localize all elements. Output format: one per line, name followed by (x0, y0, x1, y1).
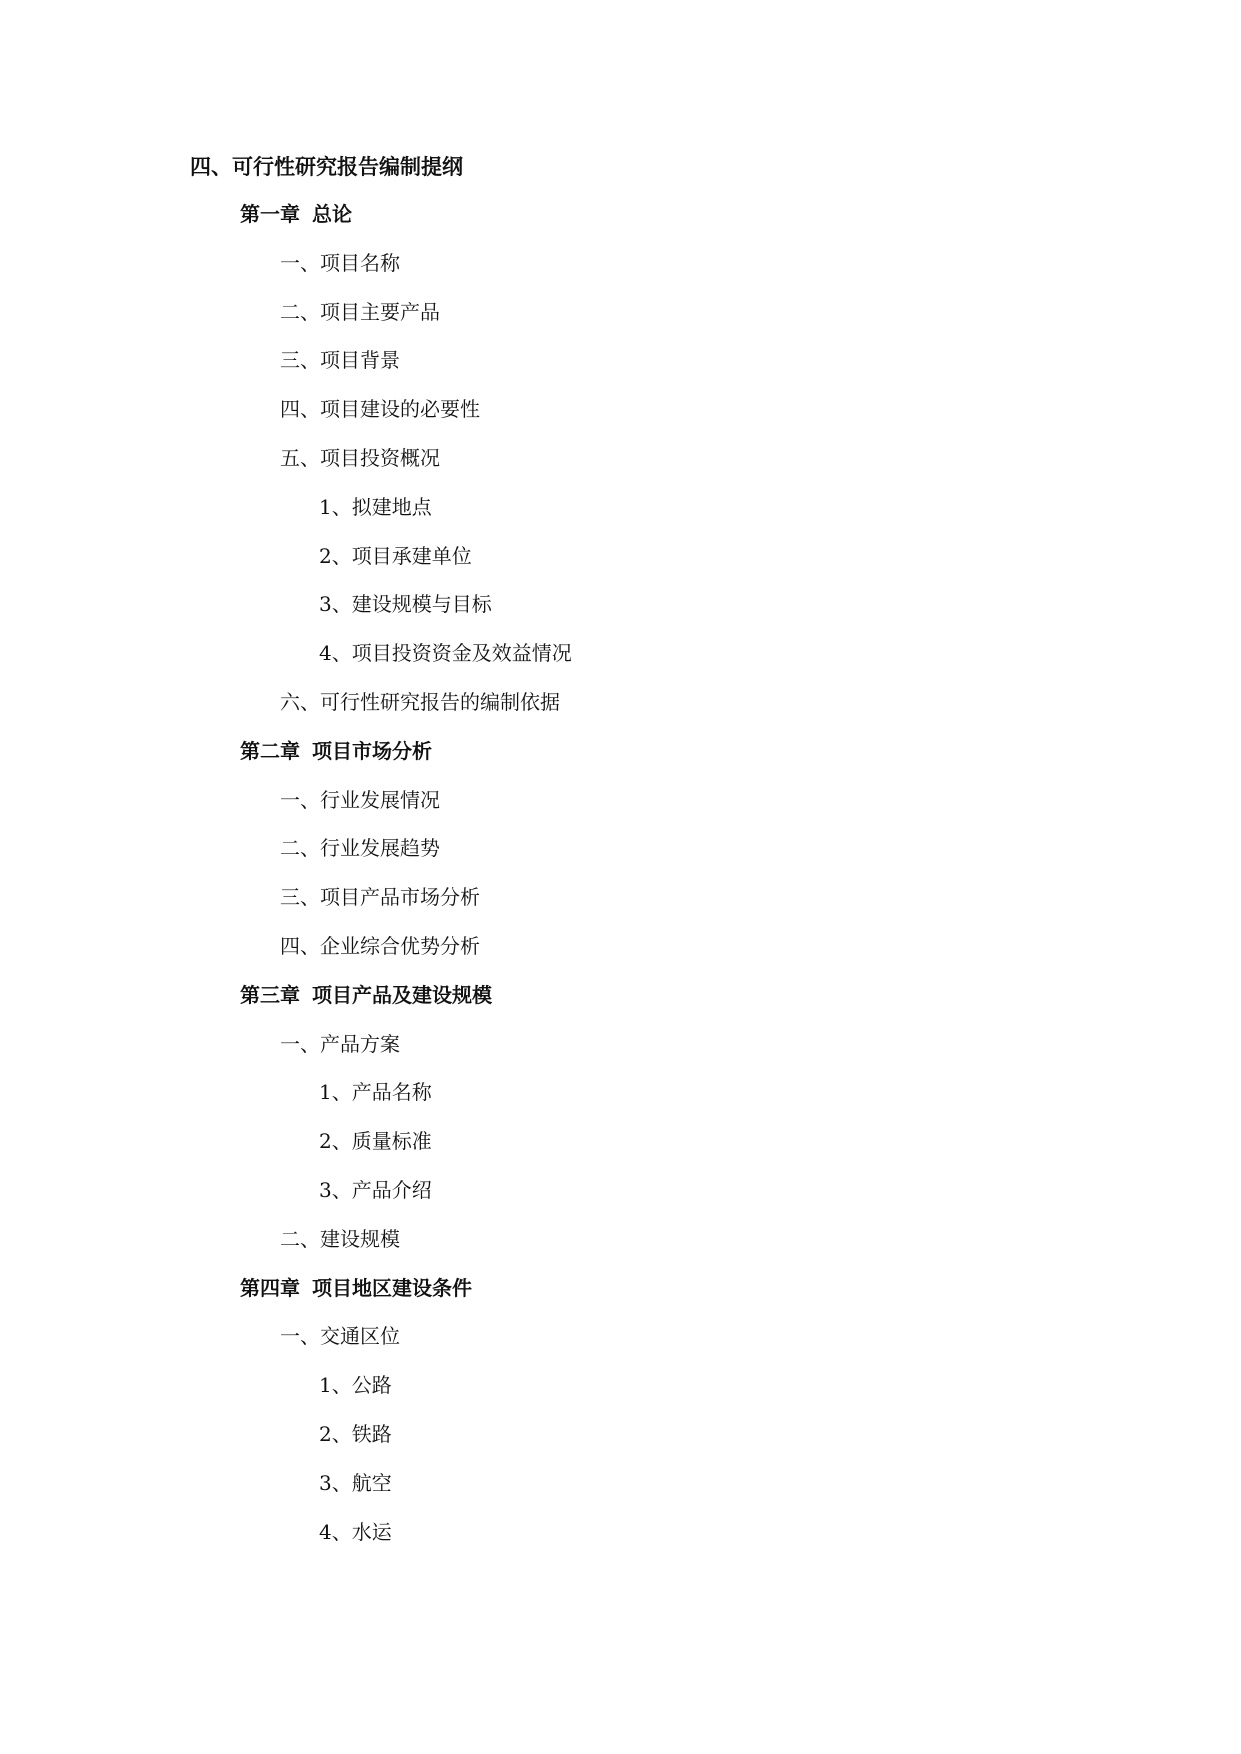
section-item: 二、行业发展趋势 (280, 836, 440, 861)
section-item: 一、产品方案 (280, 1031, 400, 1056)
section-item: 四、项目建设的必要性 (280, 397, 480, 422)
sub-item: 2、项目承建单位 (319, 543, 472, 568)
chapter-heading (0, 199, 1241, 248)
sub-item: 3、建设规模与目标 (319, 592, 492, 617)
chapter-number: 第二章 (240, 738, 300, 763)
chapter-title: 总论 (312, 202, 352, 226)
chapter-heading (0, 1273, 1241, 1322)
chapter-heading (0, 980, 1241, 1029)
sub-item: 3、产品介绍 (319, 1177, 432, 1202)
outline-list (0, 199, 1241, 1565)
sub-item: 1、产品名称 (319, 1080, 432, 1105)
sub-item: 4、项目投资资金及效益情况 (319, 641, 572, 666)
section-item: 五、项目投资概况 (280, 445, 440, 470)
sub-item: 2、铁路 (319, 1421, 392, 1446)
section-item: 一、项目名称 (280, 250, 400, 275)
sub-item: 2、质量标准 (319, 1129, 432, 1154)
section-item: 三、项目背景 (280, 348, 400, 373)
chapter-heading (0, 736, 1241, 785)
section-item: 二、建设规模 (280, 1226, 400, 1251)
sub-item: 4、水运 (319, 1519, 392, 1544)
section-item: 四、企业综合优势分析 (280, 933, 480, 958)
outline-heading: 四、可行性研究报告编制提纲 (190, 155, 463, 179)
sub-item: 1、公路 (319, 1373, 392, 1398)
chapter-title: 项目市场分析 (312, 738, 432, 763)
chapter-number: 第三章 (240, 982, 300, 1007)
chapter-number: 第一章 (240, 202, 300, 226)
section-item: 二、项目主要产品 (280, 299, 440, 324)
section-item: 一、交通区位 (280, 1324, 400, 1349)
chapter-title: 项目地区建设条件 (312, 1275, 472, 1300)
sub-item: 3、航空 (319, 1470, 392, 1495)
section-item: 三、项目产品市场分析 (280, 885, 480, 910)
sub-item: 1、拟建地点 (319, 494, 432, 519)
section-item: 一、行业发展情况 (280, 787, 440, 812)
chapter-title: 项目产品及建设规模 (312, 982, 492, 1007)
chapter-number: 第四章 (240, 1275, 300, 1300)
section-item: 六、可行性研究报告的编制依据 (280, 689, 560, 714)
